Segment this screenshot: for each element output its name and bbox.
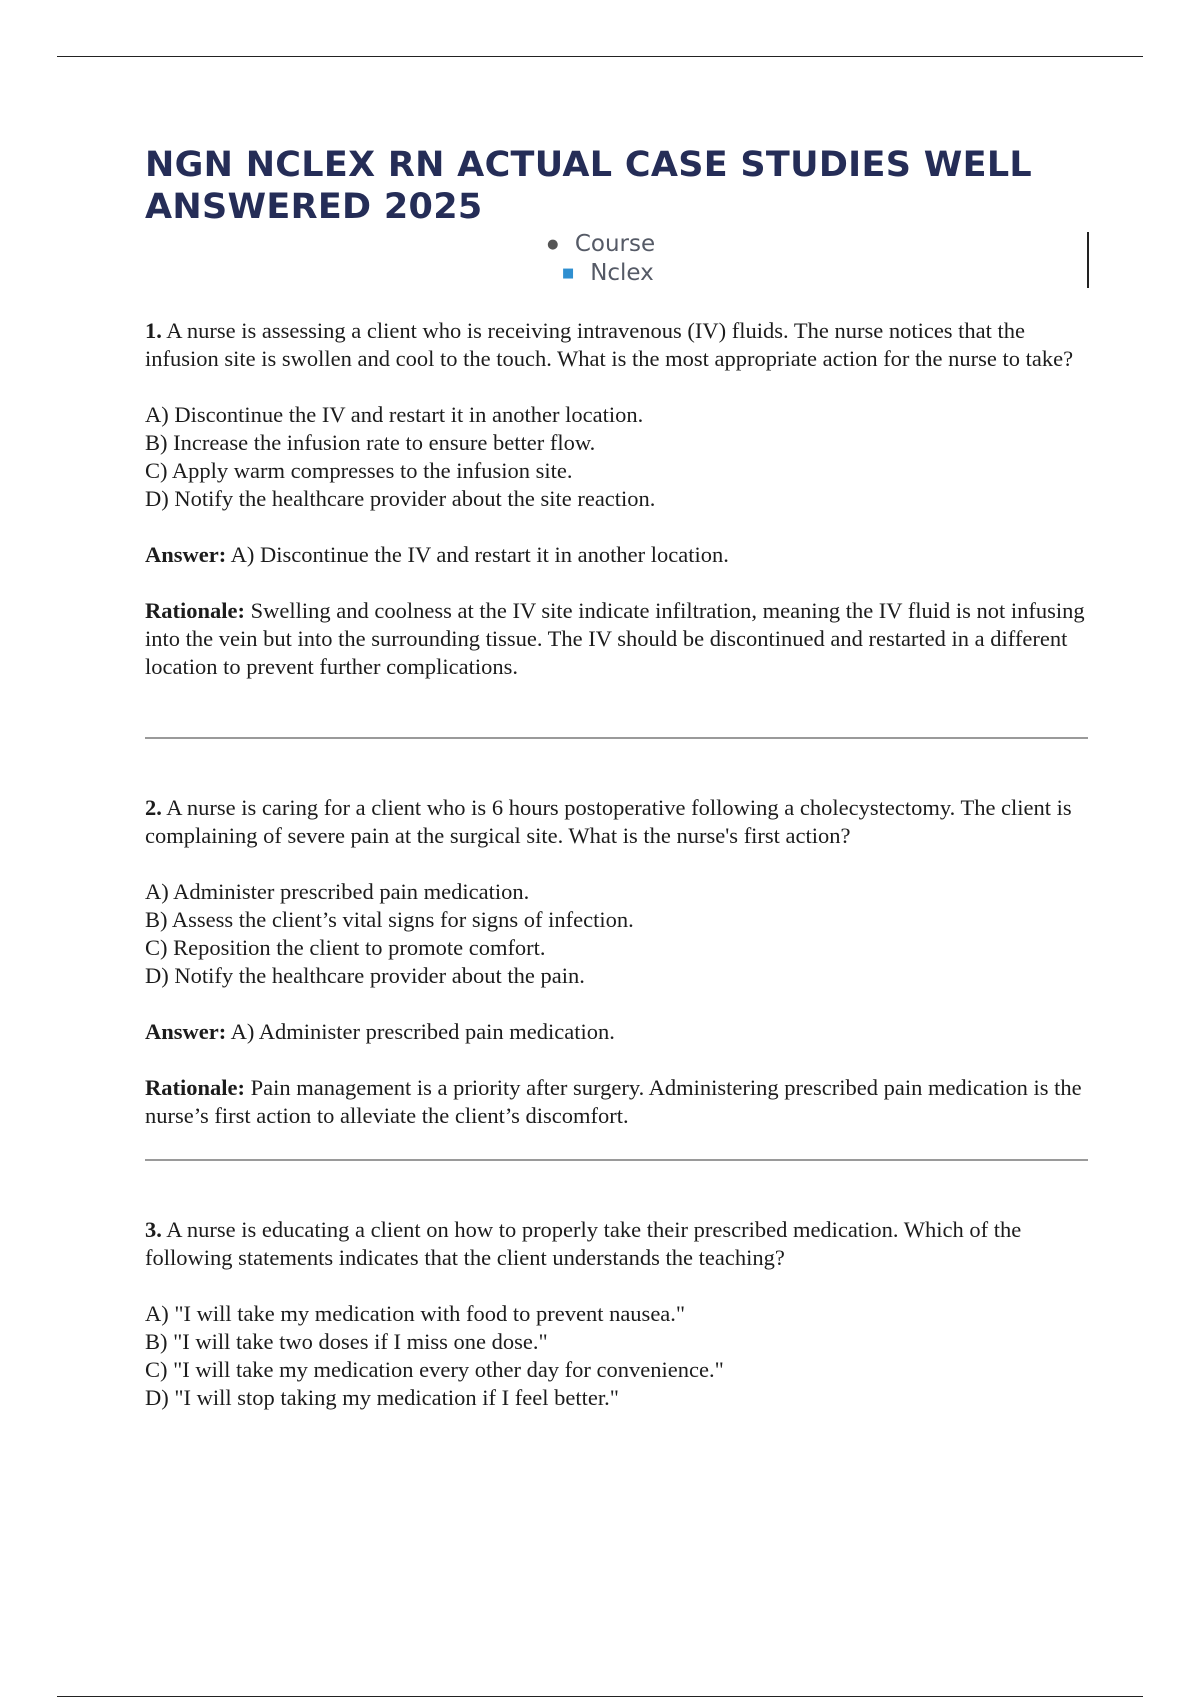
question-number: 3. <box>145 1217 162 1242</box>
option-a: A) Discontinue the IV and restart it in another location. <box>145 402 644 427</box>
answer-text: A) Discontinue the IV and restart it in another location. <box>230 542 729 567</box>
meta-tag-label[interactable]: Nclex <box>590 260 654 286</box>
option-b: B) "I will take two doses if I miss one dose." <box>145 1329 548 1354</box>
question-stem <box>145 1216 1090 1272</box>
question-text: A nurse is assessing a client who is receiving intravenous (IV) fluids. The nurse notices that the infusion site is swollen and cool to the touch. What is the most appropriate action for the nurse to take? <box>145 318 1074 371</box>
answer-line <box>145 541 1090 569</box>
meta-tag-item <box>0 259 1200 288</box>
question-number: 2. <box>145 795 162 820</box>
option-d: D) Notify the healthcare provider about the pain. <box>145 963 585 988</box>
option-c: C) Reposition the client to promote comfort. <box>145 935 546 960</box>
question-stem <box>145 317 1090 373</box>
question-stem <box>145 794 1090 850</box>
question-text: A nurse is caring for a client who is 6 hours postoperative following a cholecystectomy. The client is complaining of severe pain at the surgical site. What is the nurse's first action? <box>145 795 1072 848</box>
rationale-paragraph <box>145 1074 1090 1130</box>
rationale-label: Rationale: <box>145 598 245 623</box>
question-block-3 <box>145 1216 1090 1440</box>
option-d: D) Notify the healthcare provider about the site reaction. <box>145 486 656 511</box>
option-a: A) Administer prescribed pain medication. <box>145 879 530 904</box>
section-divider <box>145 1159 1088 1161</box>
bullet-icon: ● <box>547 237 559 252</box>
question-block-2 <box>145 794 1090 1130</box>
answer-text: A) Administer prescribed pain medication. <box>230 1019 615 1044</box>
option-a: A) "I will take my medication with food to prevent nausea." <box>145 1301 686 1326</box>
options-list <box>145 401 1090 513</box>
options-list <box>145 878 1090 990</box>
options-list <box>145 1300 1090 1412</box>
answer-label: Answer: <box>145 542 227 567</box>
rationale-text: Swelling and coolness at the IV site indicate infiltration, meaning the IV fluid is not infusing into the vein but into the surrounding tissue. The IV should be discontinued and restarted in a different location to prevent further complications. <box>145 598 1085 679</box>
option-b: B) Increase the infusion rate to ensure better flow. <box>145 430 596 455</box>
rationale-paragraph <box>145 597 1090 681</box>
meta-course-item <box>0 230 1200 259</box>
rationale-text: Pain management is a priority after surgery. Administering prescribed pain medication is the nurse’s first action to alleviate the client’s discomfort. <box>145 1075 1082 1128</box>
answer-label: Answer: <box>145 1019 227 1044</box>
option-d: D) "I will stop taking my medication if I feel better." <box>145 1385 619 1410</box>
section-divider <box>145 737 1088 739</box>
page-top-rule <box>57 56 1143 57</box>
question-text: A nurse is educating a client on how to properly take their prescribed medication. Which of the following statements indicates that the client understands the teaching? <box>145 1217 1022 1270</box>
document-meta-list <box>0 230 1200 288</box>
option-b: B) Assess the client’s vital signs for signs of infection. <box>145 907 634 932</box>
document-title: NGN NCLEX RN ACTUAL CASE STUDIES WELL ANSWERED 2025 <box>145 145 1033 227</box>
option-c: C) Apply warm compresses to the infusion site. <box>145 458 573 483</box>
rationale-label: Rationale: <box>145 1075 245 1100</box>
question-number: 1. <box>145 318 162 343</box>
option-c: C) "I will take my medication every other day for convenience." <box>145 1357 724 1382</box>
answer-line <box>145 1018 1090 1046</box>
bullet-icon: ■ <box>562 266 575 281</box>
question-block-1 <box>145 317 1090 681</box>
meta-course-label[interactable]: Course <box>574 231 656 257</box>
text-cursor-bar <box>1087 232 1089 288</box>
page-bottom-rule <box>57 1696 1143 1697</box>
